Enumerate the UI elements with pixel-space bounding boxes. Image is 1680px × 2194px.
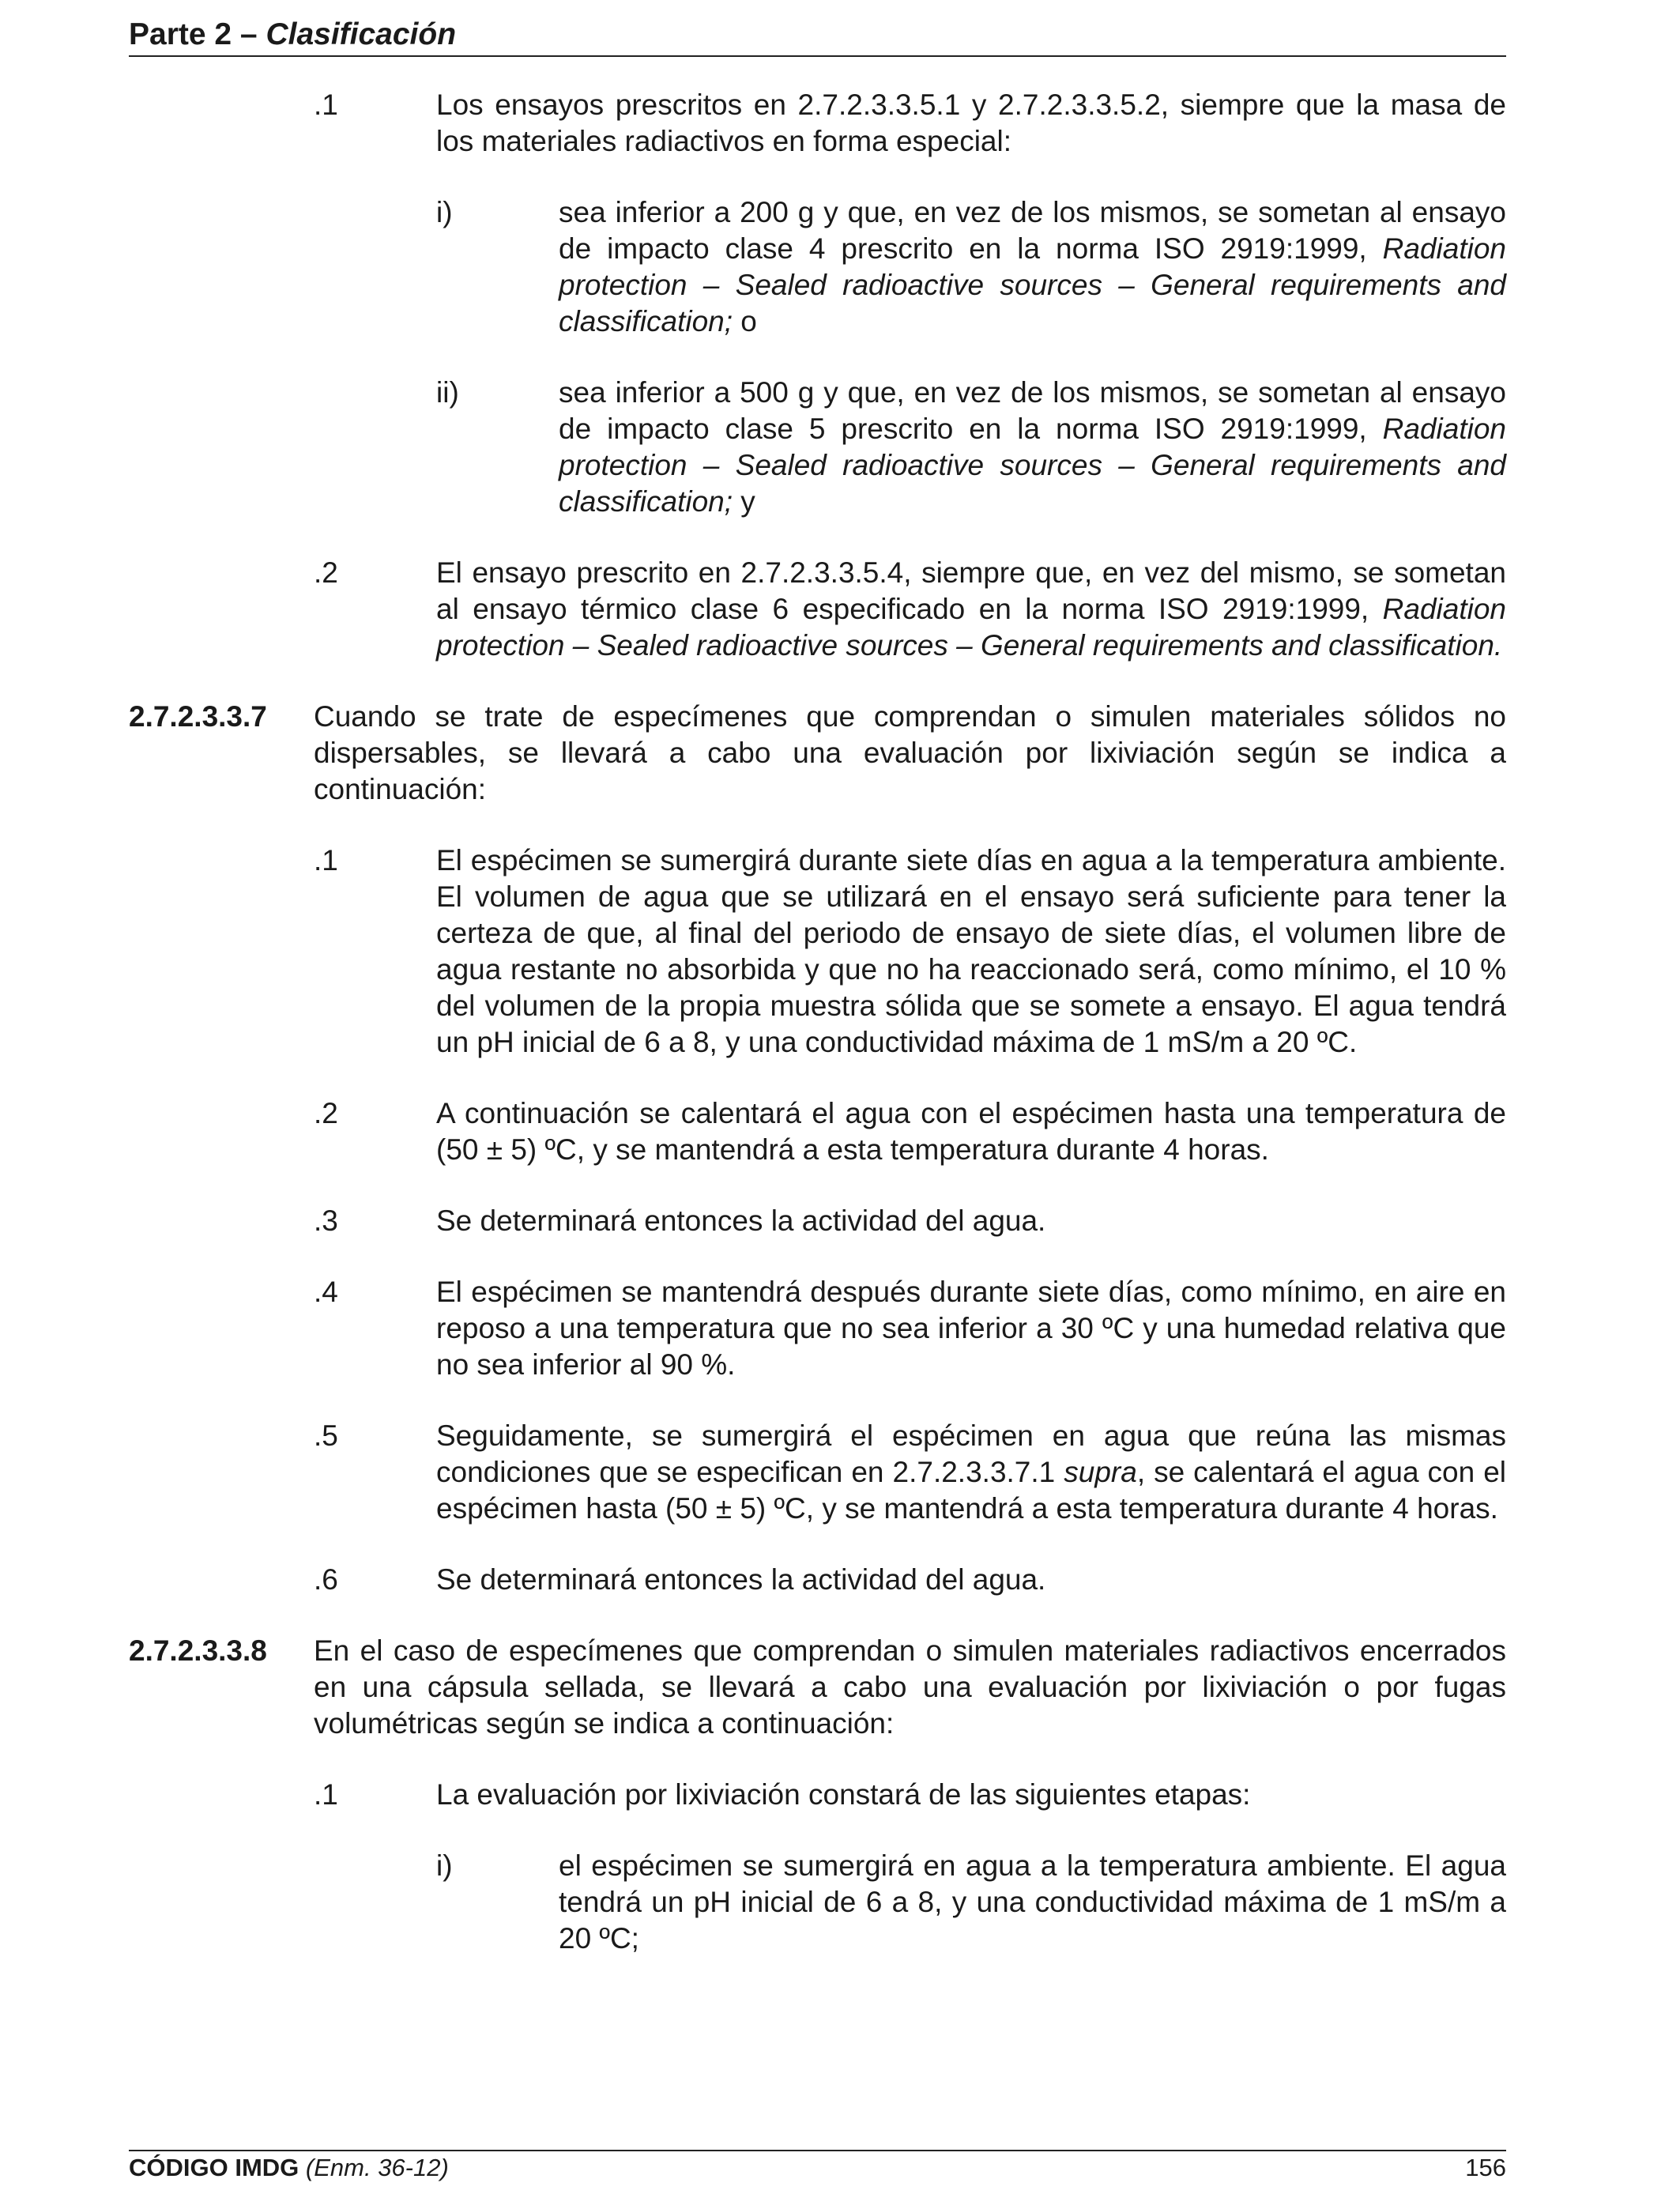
paragraph [129,1095,1506,1168]
paragraph [129,1562,1506,1598]
paragraph-label: ii) [436,376,459,409]
section-number: 2.7.2.3.3.8 [129,1634,267,1667]
section-number: 2.7.2.3.3.7 [129,700,267,733]
paragraph-text: Se determinará entonces la actividad del agua. [436,1204,1046,1237]
paragraph-label: i) [436,196,453,228]
paragraph-label: .2 [314,556,338,589]
paragraph [129,1777,1506,1813]
paragraph-text: Seguidamente, se sumergirá el espécimen en agua que reúna las mismas condiciones que se especifican en 2.7.2.3.3.7.1 supra, se calentará el agua con el espécimen hasta (50 ± 5) ºC, y se mantendrá a esta temperatura durante 4 horas. [436,1419,1506,1525]
section [129,1633,1506,1742]
paragraph-label: .1 [314,844,338,876]
paragraph-label: .1 [314,89,338,121]
paragraph-text: Los ensayos prescritos en 2.7.2.3.3.5.1 y 2.7.2.3.3.5.2, siempre que la masa de los materiales radiactivos en forma especial: [436,89,1506,157]
paragraph-text: El ensayo prescrito en 2.7.2.3.3.5.4, siempre que, en vez del mismo, se sometan al ensayo térmico clase 6 especificado en la norma ISO 2919:1999, Radiation protection – Sealed radioactive sources – General requirements and classification. [436,556,1506,662]
paragraph-label: .5 [314,1419,338,1452]
paragraph-text: el espécimen se sumergirá en agua a la temperatura ambiente. El agua tendrá un pH inicial de 6 a 8, y una conductividad máxima de 1 mS/m a 20 ºC; [559,1849,1506,1955]
paragraph-label: .1 [314,1778,338,1811]
paragraph [129,843,1506,1061]
page-number: 156 [1465,2154,1506,2181]
section-text: Cuando se trate de especímenes que comprendan o simulen materiales sólidos no dispersables, se llevará a cabo una evaluación por lixiviación según se indica a continuación: [314,700,1506,805]
paragraph [129,1848,1506,1957]
paragraph-text: El espécimen se sumergirá durante siete días en agua a la temperatura ambiente. El volumen de agua que se utilizará en el ensayo será suficiente para tener la certeza de que, al final del periodo de ensayo de siete días, el volumen libre de agua restante no absorbida y que no ha reaccionado será, como mínimo, el 10 % del volumen de la propia muestra sólida que se somete a ensayo. El agua tendrá un pH inicial de 6 a 8, y una conductividad máxima de 1 mS/m a 20 ºC. [436,844,1506,1058]
section-text: En el caso de especímenes que comprendan o simulen materiales radiactivos encerrados en una cápsula sellada, se llevará a cabo una evaluación por lixiviación o por fugas volumétricas según se indica a continuación: [314,1634,1506,1740]
paragraph-text: sea inferior a 500 g y que, en vez de los mismos, se sometan al ensayo de impacto clase 5 prescrito en la norma ISO 2919:1999, Radiation protection – Sealed radioactive sources – General requirements and classification; y [559,376,1506,518]
paragraph [129,194,1506,340]
header-title: Clasificación [266,17,457,51]
page-header [129,14,1506,57]
paragraph [129,1203,1506,1239]
paragraph [129,555,1506,664]
paragraph-text: Se determinará entonces la actividad del agua. [436,1563,1046,1596]
header-part: Parte 2 – [129,17,266,51]
paragraph-text: El espécimen se mantendrá después durante siete días, como mínimo, en aire en reposo a una temperatura que no sea inferior a 30 ºC y una humedad relativa que no sea inferior al 90 %. [436,1276,1506,1381]
paragraph-text: sea inferior a 200 g y que, en vez de los mismos, se sometan al ensayo de impacto clase 4 prescrito en la norma ISO 2919:1999, Radiation protection – Sealed radioactive sources – General requirements and classification; o [559,196,1506,337]
paragraph [129,1274,1506,1383]
paragraph-label: .4 [314,1276,338,1308]
paragraph [129,375,1506,520]
paragraph-label: .6 [314,1563,338,1596]
paragraph-label: .2 [314,1097,338,1129]
paragraph-label: .3 [314,1204,338,1237]
footer-code: CÓDIGO IMDG (Enm. 36-12) [129,2154,449,2181]
section [129,699,1506,808]
document-body [129,87,1506,1957]
paragraph [129,87,1506,160]
page-footer [129,2150,1506,2185]
paragraph [129,1418,1506,1527]
paragraph-text: La evaluación por lixiviación constará de las siguientes etapas: [436,1778,1251,1811]
paragraph-text: A continuación se calentará el agua con el espécimen hasta una temperatura de (50 ± 5) ºC, y se mantendrá a esta temperatura durante 4 horas. [436,1097,1506,1166]
paragraph-label: i) [436,1849,453,1882]
